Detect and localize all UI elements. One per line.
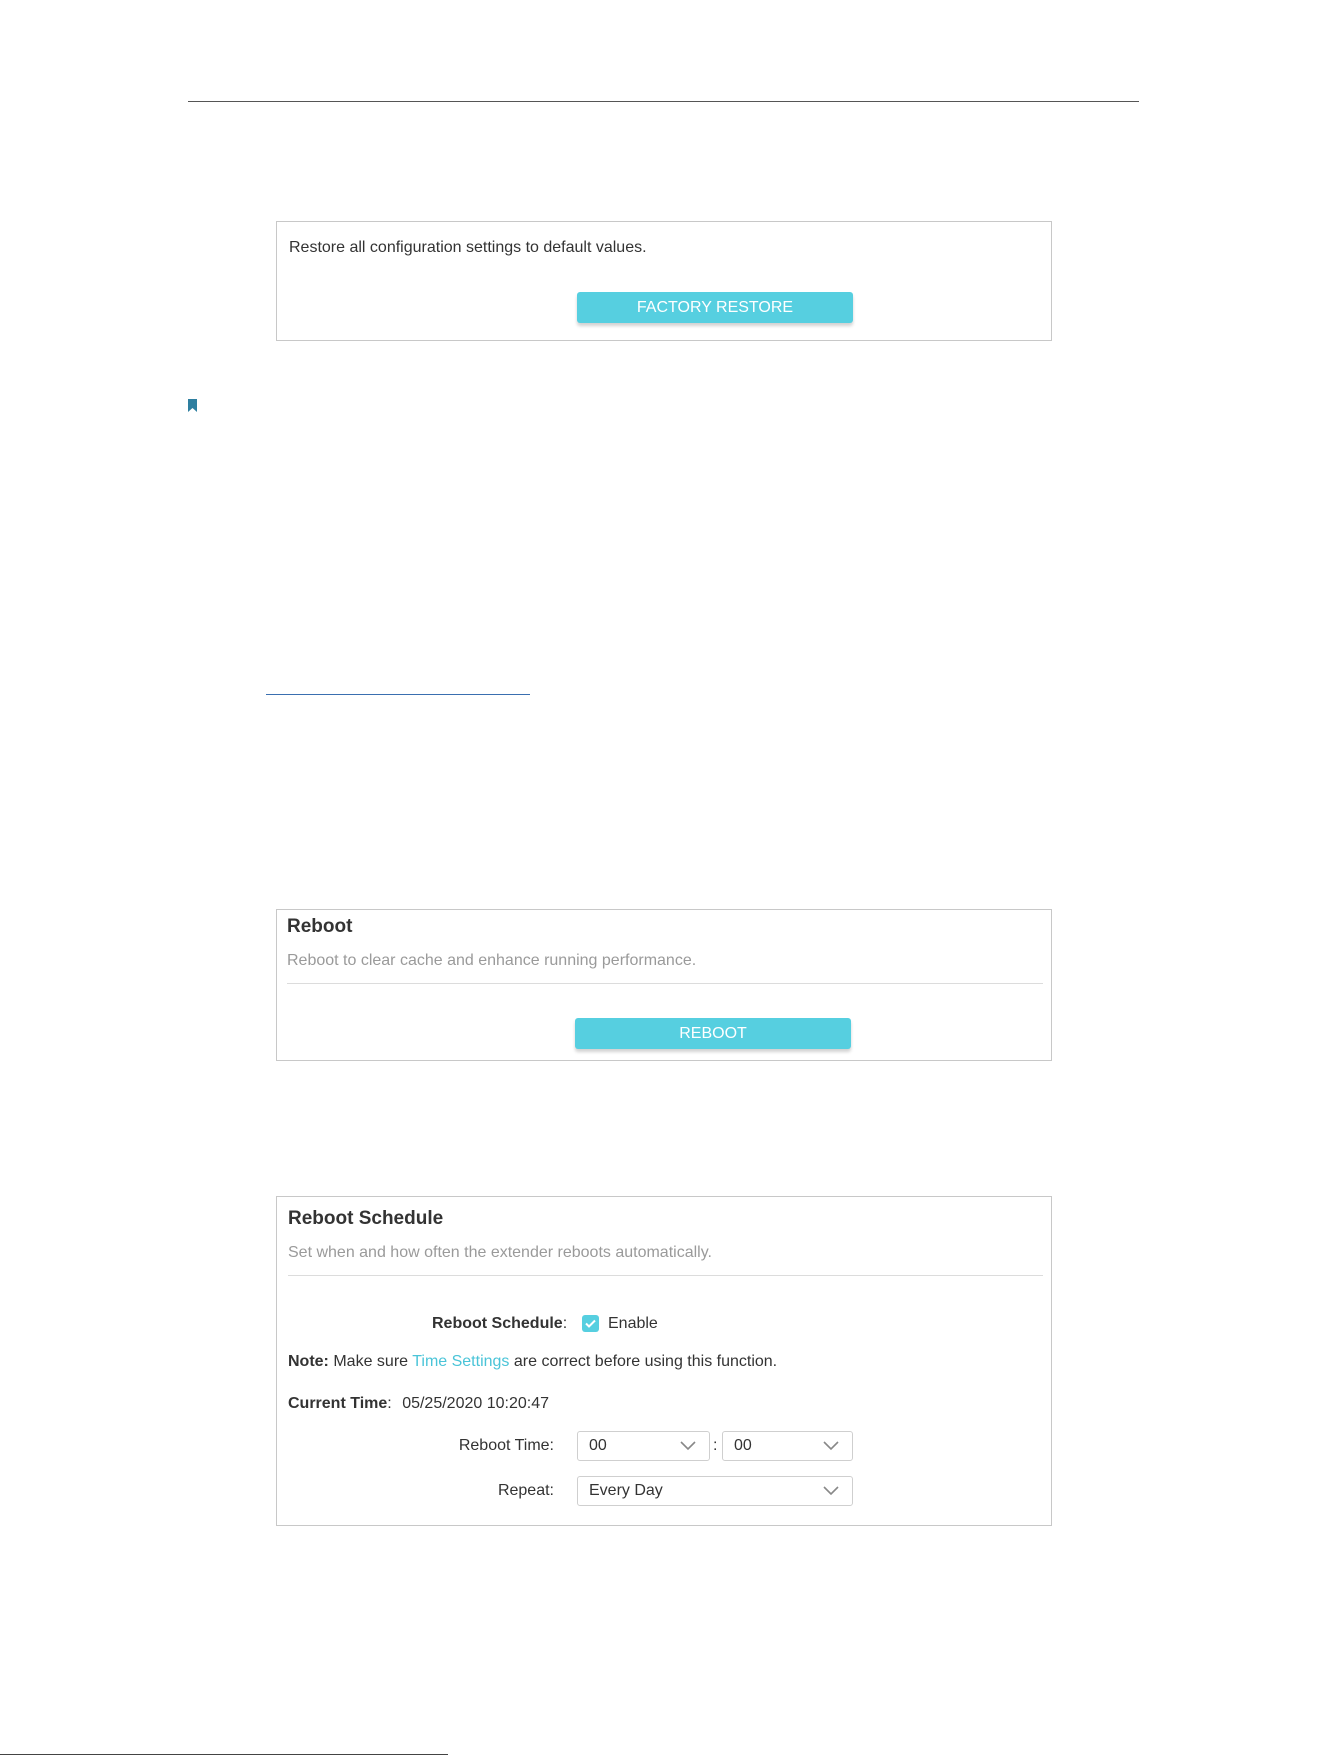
reboot-title: Reboot — [287, 916, 353, 937]
factory-restore-panel — [276, 221, 1052, 341]
reboot-schedule-subtitle: Set when and how often the extender reboots automatically. — [288, 1244, 712, 1261]
bookmark-icon — [188, 399, 197, 412]
reboot-schedule-panel — [276, 1196, 1052, 1526]
reboot-schedule-divider — [288, 1275, 1043, 1276]
enable-label: Enable — [608, 1315, 658, 1332]
factory-restore-button[interactable]: FACTORY RESTORE — [577, 292, 853, 323]
reboot-time-label: Reboot Time: — [458, 1437, 554, 1454]
repeat-value: Every Day — [589, 1482, 663, 1499]
reboot-divider — [287, 983, 1043, 984]
time-settings-link[interactable]: Time Settings — [412, 1353, 510, 1370]
note-text — [288, 1353, 777, 1371]
checkmark-icon — [585, 1319, 596, 1328]
footer-rule — [0, 1754, 448, 1755]
reboot-panel — [276, 909, 1052, 1061]
chevron-down-icon — [823, 1441, 839, 1451]
hour-value: 00 — [589, 1437, 607, 1454]
factory-restore-description: Restore all configuration settings to default values. — [289, 239, 647, 256]
note-prefix: Note: — [288, 1353, 329, 1370]
note-before-link: Make sure — [333, 1353, 409, 1370]
reboot-button[interactable]: REBOOT — [575, 1018, 851, 1049]
schedule-toggle-label: Reboot Schedule: — [432, 1315, 568, 1332]
chevron-down-icon — [823, 1486, 839, 1496]
note-after-link: are correct before using this function. — [513, 1353, 778, 1370]
time-separator: : — [713, 1437, 718, 1454]
hour-select[interactable] — [577, 1431, 710, 1461]
minute-value: 00 — [734, 1437, 752, 1454]
link-underline — [266, 694, 530, 695]
reboot-schedule-title: Reboot Schedule — [288, 1208, 444, 1229]
chevron-down-icon — [680, 1441, 696, 1451]
reboot-subtitle: Reboot to clear cache and enhance running performance. — [287, 952, 697, 969]
current-time-label: Current Time — [288, 1395, 388, 1412]
repeat-select[interactable] — [577, 1476, 853, 1506]
repeat-label: Repeat: — [497, 1482, 554, 1499]
header-rule — [188, 101, 1139, 102]
enable-checkbox[interactable] — [582, 1315, 599, 1332]
minute-select[interactable] — [722, 1431, 853, 1461]
current-time-row: Current Time: 05/25/2020 10:20:47 — [288, 1395, 549, 1412]
current-time-value: 05/25/2020 10:20:47 — [402, 1395, 549, 1412]
